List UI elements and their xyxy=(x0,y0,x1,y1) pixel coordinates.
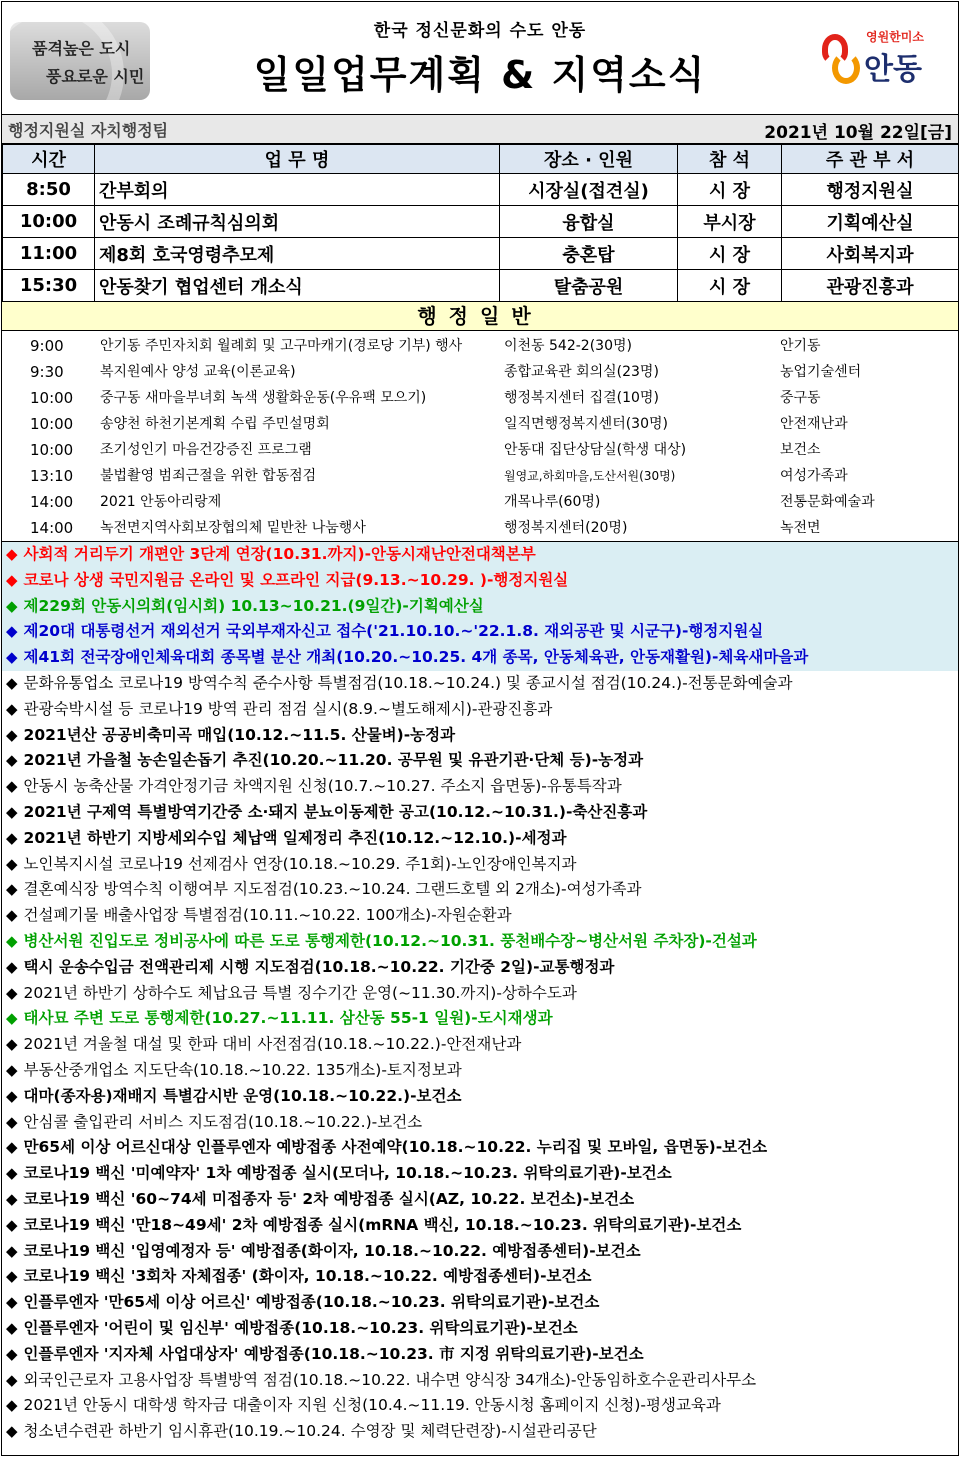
col-dept: 주 관 부 서 xyxy=(782,145,959,174)
header xyxy=(2,2,958,114)
diamond-bullet-icon: ◆ xyxy=(6,1164,18,1183)
table-row xyxy=(3,238,959,270)
diamond-bullet-icon: ◆ xyxy=(6,777,18,796)
cell-dept: 기획예산실 xyxy=(782,206,959,238)
cell-dept: 사회복지과 xyxy=(782,238,959,270)
item-title: 불법촬영 범죄근절을 위한 합동점검 xyxy=(100,468,317,484)
notice-text: 코로나 상생 국민지원금 온라인 및 오프라인 지급(9.13.~10.29. )-행정지원실 xyxy=(23,570,569,589)
diamond-bullet-icon: ◆ xyxy=(6,699,18,718)
notice-item xyxy=(2,1006,958,1032)
schedule-table xyxy=(2,144,959,302)
general-section-heading: 행정일반 xyxy=(2,302,958,331)
diamond-bullet-icon: ◆ xyxy=(6,751,18,770)
schedule-header-row xyxy=(3,145,959,174)
item-time: 10:00 xyxy=(30,415,74,433)
notice-item xyxy=(2,1316,958,1342)
diamond-bullet-icon: ◆ xyxy=(6,545,18,563)
cell-attend: 시 장 xyxy=(678,270,782,302)
notice-text: 사회적 거리두기 개편안 3단계 연장(10.31.까지)-안동시재난안전대책본부 xyxy=(23,545,536,563)
notice-text: 인플루엔자 '만65세 이상 어르신' 예방접종(10.18.~10.23. 위탁의료기관)-보건소 xyxy=(23,1293,600,1312)
cell-place: 시장실(접견실) xyxy=(500,174,678,206)
item-title: 안기동 주민자치회 월례회 및 고구마캐기(경로당 기부) 행사 xyxy=(100,338,463,354)
notice-item xyxy=(2,697,958,723)
item-place: 이천동 542-2(30명) xyxy=(504,338,632,354)
item-dept: 전통문화예술과 xyxy=(780,494,875,510)
notice-item xyxy=(2,1342,958,1368)
notice-item xyxy=(2,877,958,903)
notice-text: 택시 운송수입금 전액관리제 시행 지도점검(10.18.~10.22. 기간중 2일)-교통행정과 xyxy=(23,957,615,976)
notice-item xyxy=(2,929,958,955)
notice-item xyxy=(2,981,958,1007)
notice-item xyxy=(2,671,958,697)
notice-text: 2021년산 공공비축미곡 매입(10.12.~11.5. 산물벼)-농정과 xyxy=(23,725,456,744)
diamond-bullet-icon: ◆ xyxy=(6,854,18,873)
item-title: 중구동 새마을부녀회 녹색 생활화운동(우유팩 모으기) xyxy=(100,390,427,406)
cell-attend: 시 장 xyxy=(678,174,782,206)
notice-text: 2021년 가을철 농손일손돕기 추진(10.20.~11.20. 공무원 및 유관기관·단체 등)-농정과 xyxy=(23,751,644,770)
date-label: 2021년 10월 22일[금] xyxy=(764,123,952,143)
cell-place: 탈춤공원 xyxy=(500,270,678,302)
cell-dept: 행정지원실 xyxy=(782,174,959,206)
item-title: 2021 안동아리랑제 xyxy=(100,494,222,510)
diamond-bullet-icon: ◆ xyxy=(6,725,18,744)
notice-text: 코로나19 백신 '미예약자' 1차 예방접종 실시(모더나, 10.18.~10.23. 위탁의료기관)-보건소 xyxy=(23,1164,672,1183)
notice-text: 결혼예식장 방역수칙 이행여부 지도점검(10.23.~10.24. 그랜드호텔 외 2개소)-여성가족과 xyxy=(23,880,642,899)
andong-logo xyxy=(820,28,940,92)
item-place: 행정복지센터 집결(10명) xyxy=(504,390,659,406)
list-item xyxy=(2,437,958,463)
diamond-bullet-icon: ◆ xyxy=(6,1035,18,1054)
general-list xyxy=(2,331,958,542)
notice-item xyxy=(2,852,958,878)
item-place: 개목나루(60명) xyxy=(504,494,601,510)
notice-text: 코로나19 백신 '입영예정자 등' 예방접종(화이자, 10.18.~10.22. 예방접종센터)-보건소 xyxy=(23,1241,641,1260)
smile-logo-icon xyxy=(820,34,862,86)
notice-text: 안심콜 출입관리 서비스 지도점검(10.18.~10.22.)-보건소 xyxy=(23,1112,423,1131)
diamond-bullet-icon: ◆ xyxy=(6,983,18,1002)
notice-item xyxy=(2,800,958,826)
notice-text: 인플루엔자 '지자체 사업대상자' 예방접종(10.18.~10.23. 市 지정 위탁의료기관)-보건소 xyxy=(23,1344,644,1363)
slogan-line-1: 품격높은 도시 xyxy=(32,39,131,58)
notice-item xyxy=(2,1264,958,1290)
notice-item xyxy=(2,1187,958,1213)
notice-text: 제229회 안동시의회(임시회) 10.13~10.21.(9일간)-기획예산실 xyxy=(23,596,484,615)
item-dept: 안전재난과 xyxy=(780,416,848,432)
notice-item xyxy=(2,1161,958,1187)
notice-item xyxy=(2,1058,958,1084)
item-time: 13:10 xyxy=(30,467,74,485)
item-title: 조기성인기 마음건강증진 프로그램 xyxy=(100,442,312,458)
list-item xyxy=(2,333,958,359)
cell-dept: 관광진흥과 xyxy=(782,270,959,302)
diamond-bullet-icon: ◆ xyxy=(6,1396,18,1415)
item-time: 9:30 xyxy=(30,363,64,381)
item-title: 복지원예사 양성 교육(이론교육) xyxy=(100,364,296,380)
diamond-bullet-icon: ◆ xyxy=(6,880,18,899)
logo-tagline: 영원한미소 xyxy=(866,30,924,44)
notice-list xyxy=(2,542,958,1445)
diamond-bullet-icon: ◆ xyxy=(6,802,18,821)
item-time: 9:00 xyxy=(30,337,64,355)
item-place: 종합교육관 회의실(23명) xyxy=(504,364,659,380)
diamond-bullet-icon: ◆ xyxy=(6,1370,18,1389)
cell-time: 11:00 xyxy=(3,238,95,270)
list-item xyxy=(2,463,958,489)
info-bar xyxy=(2,114,958,144)
diamond-bullet-icon: ◆ xyxy=(6,1086,18,1105)
cell-title: 제8회 호국영령추모제 xyxy=(95,238,500,270)
cell-title: 간부회의 xyxy=(95,174,500,206)
notice-text: 2021년 구제역 특별방역기간중 소·돼지 분뇨이동제한 공고(10.12.~10.31.)-축산진흥과 xyxy=(23,802,648,821)
notice-item xyxy=(2,1393,958,1419)
notice-text: 건설폐기물 배출사업장 특별점검(10.11.~10.22. 100개소)-자원순환과 xyxy=(23,906,512,925)
notice-text: 인플루엔자 '어린이 및 임신부' 예방접종(10.18.~10.23. 위탁의료기관)-보건소 xyxy=(23,1318,578,1337)
diamond-bullet-icon: ◆ xyxy=(6,1267,18,1286)
list-item xyxy=(2,359,958,385)
item-time: 14:00 xyxy=(30,493,74,511)
notice-item xyxy=(2,1213,958,1239)
notice-text: 노인복지시설 코로나19 선제검사 연장(10.18.~10.29. 주1회)-노인장애인복지과 xyxy=(23,854,577,873)
col-attend: 참 석 xyxy=(678,145,782,174)
notice-text: 안동시 농축산물 가격안정기금 차액지원 신청(10.7.~10.27. 주소지 읍면동)-유통특작과 xyxy=(23,777,622,796)
page-title: 일일업무계획 & 지역소식 xyxy=(253,53,707,97)
diamond-bullet-icon: ◆ xyxy=(6,570,18,589)
item-dept: 안기동 xyxy=(780,338,821,354)
table-row xyxy=(3,206,959,238)
item-dept: 중구동 xyxy=(780,390,821,406)
logo-name: 안동 xyxy=(864,52,922,87)
notice-item xyxy=(2,1084,958,1110)
item-place: 안동대 집단상담실(학생 대상) xyxy=(504,442,687,458)
diamond-bullet-icon: ◆ xyxy=(6,1189,18,1208)
cell-place: 융합실 xyxy=(500,206,678,238)
notice-item xyxy=(2,774,958,800)
notice-item xyxy=(2,723,958,749)
slogan-line-2: 풍요로운 시민 xyxy=(46,67,145,86)
item-title: 송양천 하천기본계획 수립 주민설명회 xyxy=(100,416,330,432)
notice-item xyxy=(2,1239,958,1265)
cell-attend: 시 장 xyxy=(678,238,782,270)
col-title: 업 무 명 xyxy=(95,145,500,174)
cell-title: 안동찾기 협업센터 개소식 xyxy=(95,270,500,302)
notice-text: 만65세 이상 어르신대상 인플루엔자 예방접종 사전예약(10.18.~10.22. 누리집 및 모바일, 읍면동)-보건소 xyxy=(23,1138,768,1157)
notice-text: 외국인근로자 고용사업장 특별방역 점검(10.18.~10.22. 내수면 양식장 34개소)-안동임하호수운관리사무소 xyxy=(23,1370,757,1389)
notice-item xyxy=(2,826,958,852)
item-place: 월영교,하회마을,도산서원(30명) xyxy=(504,469,676,483)
notice-item xyxy=(2,645,958,671)
list-item xyxy=(2,411,958,437)
table-row xyxy=(3,174,959,206)
diamond-bullet-icon: ◆ xyxy=(6,1318,18,1337)
notice-text: 2021년 하반기 지방세외수입 체납액 일제정리 추진(10.12.~12.10.)-세정과 xyxy=(23,828,567,847)
notice-text: 코로나19 백신 '만18~49세' 2차 예방접종 실시(mRNA 백신, 10.18.~10.23. 위탁의료기관)-보건소 xyxy=(23,1215,742,1234)
notice-text: 2021년 하반기 상하수도 체납요금 특별 징수기간 운영(~11.30.까지)-상하수도과 xyxy=(23,983,577,1002)
diamond-bullet-icon: ◆ xyxy=(6,648,18,667)
cell-time: 8:50 xyxy=(3,174,95,206)
diamond-bullet-icon: ◆ xyxy=(6,1112,18,1131)
notice-item xyxy=(2,903,958,929)
notice-text: 코로나19 백신 '3회차 자체접종' (화이자, 10.18.~10.22. 예방접종센터)-보건소 xyxy=(23,1267,592,1286)
cell-place: 충혼탑 xyxy=(500,238,678,270)
diamond-bullet-icon: ◆ xyxy=(6,1138,18,1157)
diamond-bullet-icon: ◆ xyxy=(6,1009,18,1028)
daily-plan-page xyxy=(1,1,959,1456)
list-item xyxy=(2,489,958,515)
notice-item xyxy=(2,594,958,620)
notice-text: 제41회 전국장애인체육대회 종목별 분산 개최(10.20.~10.25. 4개 종목, 안동체육관, 안동재활원)-체육새마을과 xyxy=(23,648,809,667)
list-item xyxy=(2,385,958,411)
table-row xyxy=(3,270,959,302)
notice-text: 2021년 겨울철 대설 및 한파 대비 사전점검(10.18.~10.22.)-안전재난과 xyxy=(23,1035,522,1054)
diamond-bullet-icon: ◆ xyxy=(6,906,18,925)
item-place: 행정복지센터(20명) xyxy=(504,520,628,536)
notice-text: 코로나19 백신 '60~74세 미접종자 등' 2차 예방접종 실시(AZ, 10.22. 보건소)-보건소 xyxy=(23,1189,635,1208)
diamond-bullet-icon: ◆ xyxy=(6,622,18,641)
notice-item xyxy=(2,1290,958,1316)
cell-time: 15:30 xyxy=(3,270,95,302)
notice-text: 관광숙박시설 등 코로나19 방역 관리 점검 실시(8.9.~별도해제시)-관광진흥과 xyxy=(23,699,553,718)
diamond-bullet-icon: ◆ xyxy=(6,1293,18,1312)
item-dept: 여성가족과 xyxy=(780,468,848,484)
department-label: 행정지원실 자치행정팀 xyxy=(8,121,169,140)
diamond-bullet-icon: ◆ xyxy=(6,931,18,950)
diamond-bullet-icon: ◆ xyxy=(6,828,18,847)
col-place: 장소 · 인원 xyxy=(500,145,678,174)
diamond-bullet-icon: ◆ xyxy=(6,1060,18,1079)
notice-text: 제20대 대통령선거 재외선거 국외부재자신고 접수('21.10.10.~'22.1.8. 재외공관 및 시군구)-행정지원실 xyxy=(23,622,764,641)
notice-item xyxy=(2,1135,958,1161)
cell-attend: 부시장 xyxy=(678,206,782,238)
notice-item xyxy=(2,1110,958,1136)
col-time: 시간 xyxy=(3,145,95,174)
diamond-bullet-icon: ◆ xyxy=(6,596,18,615)
notice-text: 2021년 안동시 대학생 학자금 대출이자 지원 신청(10.4.~11.19. 안동시청 홈페이지 신청)-평생교육과 xyxy=(23,1396,721,1415)
notice-item xyxy=(2,1368,958,1394)
notice-text: 대마(종자용)재배지 특별감시반 운영(10.18.~10.22.)-보건소 xyxy=(23,1086,462,1105)
diamond-bullet-icon: ◆ xyxy=(6,1422,18,1441)
item-time: 10:00 xyxy=(30,441,74,459)
notice-text: 태사묘 주변 도로 통행제한(10.27.~11.11. 삼산동 55-1 일원)-도시재생과 xyxy=(23,1009,553,1028)
notice-item xyxy=(2,1032,958,1058)
item-dept: 보건소 xyxy=(780,442,821,458)
diamond-bullet-icon: ◆ xyxy=(6,1215,18,1234)
notice-item xyxy=(2,568,958,594)
item-dept: 녹전면 xyxy=(780,520,821,536)
notice-item xyxy=(2,1419,958,1445)
notice-text: 문화유통업소 코로나19 방역수칙 준수사항 특별점검(10.18.~10.24.) 및 종교시설 점검(10.24.)-전통문화예술과 xyxy=(23,673,793,692)
list-item xyxy=(2,515,958,541)
cell-title: 안동시 조례규칙심의회 xyxy=(95,206,500,238)
subtitle: 한국 정신문화의 수도 안동 xyxy=(373,21,587,41)
diamond-bullet-icon: ◆ xyxy=(6,1344,18,1363)
notice-item xyxy=(2,748,958,774)
item-title: 녹전면지역사회보장협의체 밑반찬 나눔행사 xyxy=(100,520,366,536)
notice-text: 청소년수련관 하반기 임시휴관(10.19.~10.24. 수영장 및 체력단련장)-시설관리공단 xyxy=(23,1422,597,1441)
notice-item xyxy=(2,619,958,645)
diamond-bullet-icon: ◆ xyxy=(6,673,18,692)
cell-time: 10:00 xyxy=(3,206,95,238)
notice-item xyxy=(2,542,958,568)
diamond-bullet-icon: ◆ xyxy=(6,957,18,976)
notice-item xyxy=(2,955,958,981)
notice-text: 부동산중개업소 지도단속(10.18.~10.22. 135개소)-토지정보과 xyxy=(23,1060,462,1079)
item-time: 14:00 xyxy=(30,519,74,537)
item-dept: 농업기술센터 xyxy=(780,364,862,380)
diamond-bullet-icon: ◆ xyxy=(6,1241,18,1260)
item-time: 10:00 xyxy=(30,389,74,407)
item-place: 일직면행정복지센터(30명) xyxy=(504,416,668,432)
notice-text: 병산서원 진입도로 정비공사에 따른 도로 통행제한(10.12.~10.31. 풍천배수장~병산서원 주차장)-건설과 xyxy=(23,931,757,950)
